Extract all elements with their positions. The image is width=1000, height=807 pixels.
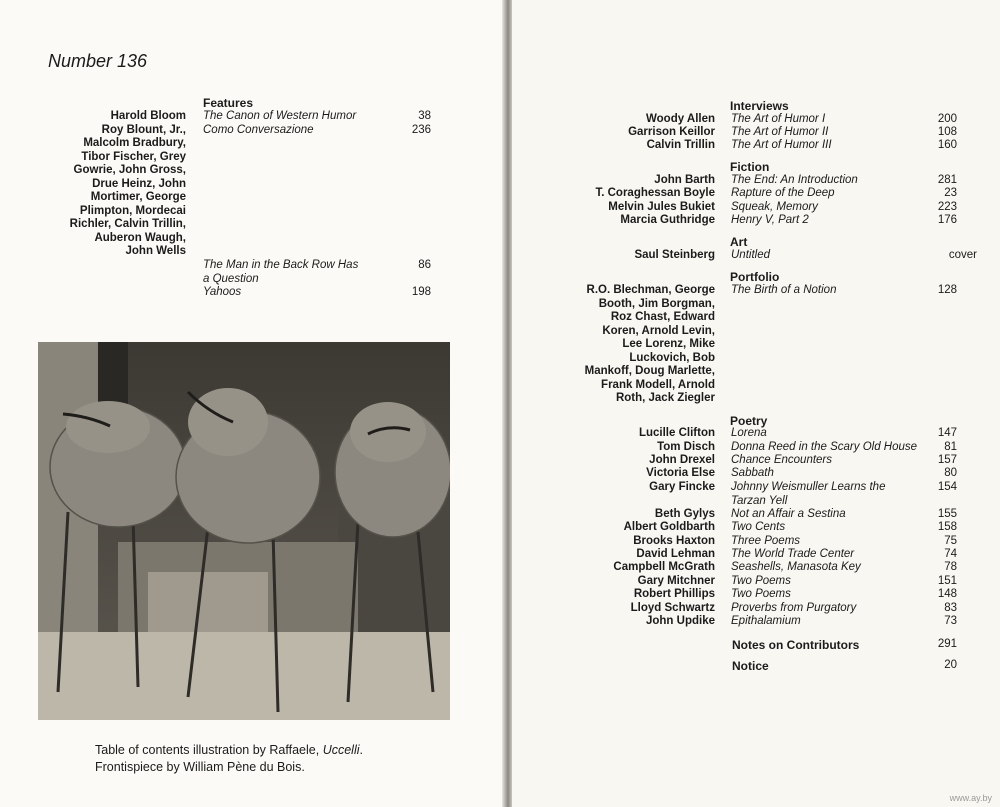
poetry-page: 73 <box>944 615 957 627</box>
poetry-page: 157 <box>937 454 957 466</box>
fiction-author: T. Coraghessan Boyle <box>595 187 715 199</box>
feature-page: 38 <box>418 110 431 122</box>
poetry-page: 80 <box>944 467 957 479</box>
poetry-title: Sabbath <box>731 467 774 479</box>
poetry-author: Gary Fincke <box>649 481 715 493</box>
notes-page: 291 <box>937 638 957 650</box>
poetry-title: Seashells, Manasota Key <box>731 561 861 573</box>
poetry-title: Donna Reed in the Scary Old House <box>731 441 918 453</box>
poetry-author: Victoria Else <box>646 467 715 479</box>
feature-title: The Man in the Back Row Has a Question <box>203 259 359 285</box>
interview-title: The Art of Humor II <box>731 126 829 138</box>
portfolio-authors: R.O. Blechman, George Booth, Jim Borgman, Roz Chast, Edward Koren, Arnold Levin, Lee Lorenz, Mike Luckovich, Bob Mankoff, Doug Marlette, Frank Modell, Arnold Roth, Jack Ziegler <box>584 284 715 404</box>
poetry-title: Two Poems <box>731 588 791 600</box>
fiction-author: Melvin Jules Bukiet <box>608 201 715 213</box>
interview-page: 160 <box>937 139 957 151</box>
poetry-page: 155 <box>937 508 957 520</box>
fiction-author: Marcia Guthridge <box>620 214 715 226</box>
poetry-author: Albert Goldbarth <box>623 521 715 533</box>
fiction-page: 223 <box>937 201 957 213</box>
fiction-title: Squeak, Memory <box>731 201 818 213</box>
poetry-author: Robert Phillips <box>633 588 715 600</box>
fiction-author: John Barth <box>654 174 715 186</box>
right-page <box>512 0 1000 807</box>
poetry-author: Beth Gylys <box>654 508 715 520</box>
fiction-header: Fiction <box>730 160 770 174</box>
poetry-author: Lucille Clifton <box>638 427 715 439</box>
poetry-page: 83 <box>944 602 957 614</box>
issue-number-title: Number 136 <box>48 51 148 71</box>
poetry-author: Gary Mitchner <box>637 575 715 587</box>
fiction-title: The End: An Introduction <box>731 174 858 186</box>
feature-page: 236 <box>411 124 431 136</box>
poetry-page: 148 <box>937 588 957 600</box>
poetry-author: Lloyd Schwartz <box>630 602 715 614</box>
poetry-page: 154 <box>937 481 957 493</box>
caption-line1-prefix: Table of contents illustration by Raffaele, <box>95 743 323 757</box>
interview-title: The Art of Humor I <box>731 113 826 125</box>
uccelli-bird-sculptures-photo <box>38 342 450 720</box>
poetry-title: Two Poems <box>731 575 791 587</box>
watermark: www.ay.by <box>949 793 992 803</box>
interview-page: 108 <box>937 126 957 138</box>
poetry-author: Brooks Haxton <box>633 535 715 547</box>
poetry-title: Chance Encounters <box>731 454 833 466</box>
notice-header: Notice <box>732 659 769 673</box>
art-author: Saul Steinberg <box>634 249 715 261</box>
interviews-header: Interviews <box>730 99 789 113</box>
interview-page: 200 <box>937 113 957 125</box>
poetry-page: 75 <box>944 535 957 547</box>
poetry-page: 78 <box>944 561 957 573</box>
poetry-page: 158 <box>937 521 957 533</box>
poetry-page: 81 <box>944 441 957 453</box>
poetry-author: Campbell McGrath <box>613 561 715 573</box>
portfolio-title: The Birth of a Notion <box>731 284 837 296</box>
poetry-page: 147 <box>937 427 957 439</box>
portfolio-header: Portfolio <box>730 270 780 284</box>
features-header: Features <box>203 96 254 110</box>
feature-page: 198 <box>411 286 431 298</box>
interview-title: The Art of Humor III <box>731 139 832 151</box>
caption-artwork-title: Uccelli <box>322 743 360 757</box>
caption-line1-suffix: . <box>359 743 363 757</box>
notice-page: 20 <box>944 659 957 671</box>
feature-page: 86 <box>418 259 431 271</box>
fiction-page: 23 <box>944 187 957 199</box>
caption-line2: Frontispiece by William Pène du Bois. <box>95 760 305 774</box>
art-header: Art <box>730 235 748 249</box>
poetry-title: Two Cents <box>731 521 786 533</box>
illustration-caption <box>95 742 363 776</box>
portfolio-page: 128 <box>937 284 957 296</box>
fiction-title: Henry V, Part 2 <box>731 214 809 226</box>
poetry-title: Not an Affair a Sestina <box>731 508 846 520</box>
features-group-authors: Harold Bloom Roy Blount, Jr., Malcolm Bradbury, Tibor Fischer, Grey Gowrie, John Gross, Drue Heinz, John Mortimer, George Plimpton, Mordecai Richler, Calvin Trillin, Auberon Waugh, John Wells <box>69 110 186 257</box>
poetry-title: Proverbs from Purgatory <box>731 602 857 614</box>
poetry-title: Epithalamium <box>731 615 801 627</box>
interview-author: Calvin Trillin <box>646 139 715 151</box>
poetry-author: John Drexel <box>649 454 715 466</box>
poetry-page: 151 <box>937 575 957 587</box>
interview-author: Garrison Keillor <box>628 126 715 138</box>
feature-title: Como Conversazione <box>203 124 314 136</box>
poetry-author: John Updike <box>645 615 715 627</box>
fiction-page: 176 <box>937 214 957 226</box>
art-page: cover <box>948 249 977 261</box>
art-title: Untitled <box>731 249 770 261</box>
poetry-header: Poetry <box>730 414 768 428</box>
notes-on-contributors-header: Notes on Contributors <box>732 638 860 652</box>
fiction-title: Rapture of the Deep <box>731 187 835 199</box>
interview-author: Woody Allen <box>646 113 715 125</box>
poetry-page: 74 <box>944 548 957 560</box>
poetry-title: Three Poems <box>731 535 801 547</box>
feature-title: The Canon of Western Humor <box>203 110 357 122</box>
poetry-author: David Lehman <box>636 548 715 560</box>
feature-title: Yahoos <box>203 286 242 298</box>
poetry-author: Tom Disch <box>657 441 715 453</box>
fiction-page: 281 <box>937 174 957 186</box>
poetry-title: Lorena <box>731 427 767 439</box>
poetry-title: The World Trade Center <box>731 548 855 560</box>
poetry-title: Johnny Weismuller Learns the Tarzan Yell <box>731 481 886 507</box>
